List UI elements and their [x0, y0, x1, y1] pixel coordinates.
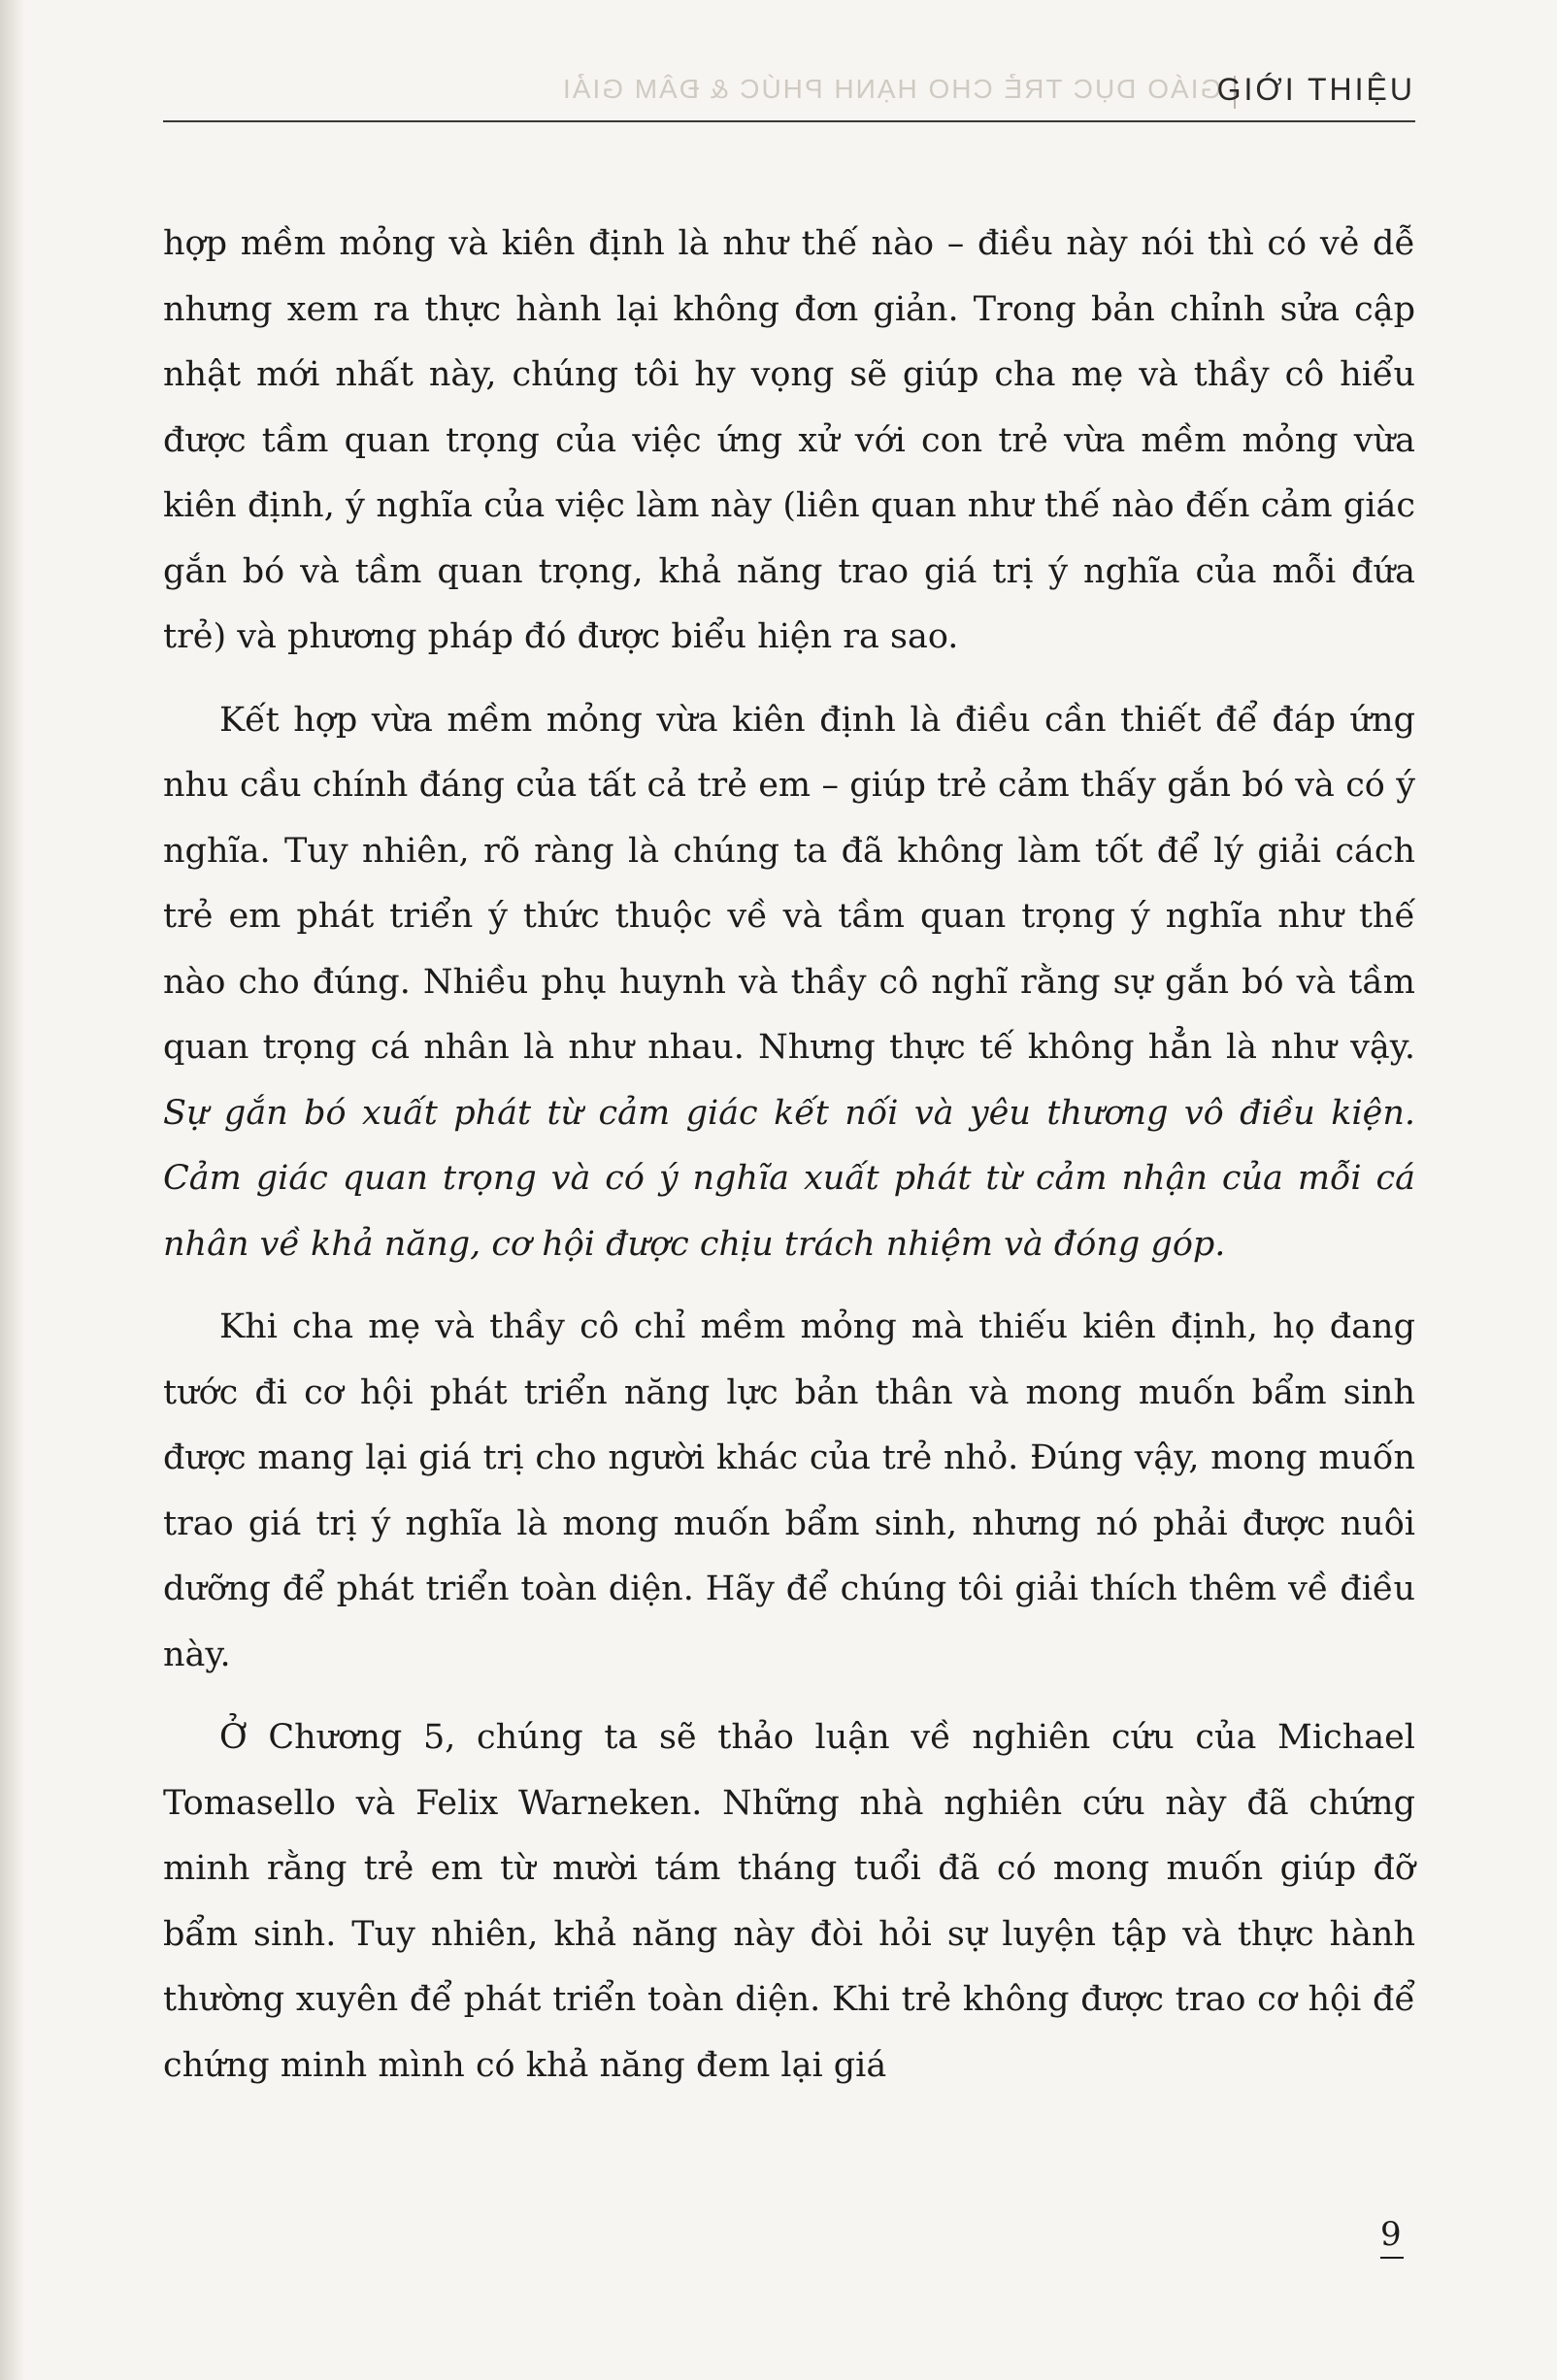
body-text: [163, 212, 1415, 2099]
paragraph-2: [163, 688, 1415, 1278]
section-title: GIỚI THIỆU: [1216, 72, 1415, 107]
page-number-rule: [1380, 2257, 1404, 2259]
header-rule: [163, 120, 1415, 122]
spine-shadow: [0, 0, 25, 2380]
paragraph-1: hợp mềm mỏng và kiên định là như thế nào – điều này nói thì có vẻ dễ nhưng xem ra thực hành lại không đơn giản. Trong bản chỉnh sửa cập nhật mới nhất này, chúng tôi hy vọng sẽ giúp cha mẹ và thầy cô hiểu được tầm quan trọng của việc ứng xử với con trẻ vừa mềm mỏng vừa kiên định, ý nghĩa của việc làm này (liên quan như thế nào đến cảm giác gắn bó và tầm quan trọng, khả năng trao giá trị ý nghĩa của mỗi đứa trẻ) và phương pháp đó được biểu hiện ra sao.: [163, 224, 1415, 656]
paragraph-3: Khi cha mẹ và thầy cô chỉ mềm mỏng mà thiếu kiên định, họ đang tước đi cơ hội phát triển năng lực bản thân và mong muốn bẩm sinh được mang lại giá trị cho người khác của trẻ nhỏ. Đúng vậy, mong muốn trao giá trị ý nghĩa là mong muốn bẩm sinh, nhưng nó phải được nuôi dưỡng để phát triển toàn diện. Hãy để chúng tôi giải thích thêm về điều này.: [163, 1307, 1415, 1674]
paragraph-4: Ở Chương 5, chúng ta sẽ thảo luận về nghiên cứu của Michael Tomasello và Felix Warneken. Những nhà nghiên cứu này đã chứng minh rằng trẻ em từ mười tám tháng tuổi đã có mong muốn giúp đỡ bẩm sinh. Tuy nhiên, khả năng này đòi hỏi sự luyện tập và thực hành thường xuyên để phát triển toàn diện. Khi trẻ không được trao cơ hội để chứng minh mình có khả năng đem lại giá: [163, 1718, 1415, 2085]
paragraph-2-italic: Sự gắn bó xuất phát từ cảm giác kết nối và yêu thương vô điều kiện. Cảm giác quan trọng và có ý nghĩa xuất phát từ cảm nhận của mỗi cá nhân về khả năng, cơ hội được chịu trách nhiệm và đóng góp.: [163, 1093, 1415, 1264]
paragraph-2-text: Kết hợp vừa mềm mỏng vừa kiên định là điều cần thiết để đáp ứng nhu cầu chính đáng của tất cả trẻ em – giúp trẻ cảm thấy gắn bó và có ý nghĩa. Tuy nhiên, rõ ràng là chúng ta đã không làm tốt để lý giải cách trẻ em phát triển ý thức thuộc về và tầm quan trọng ý nghĩa như thế nào cho đúng. Nhiều phụ huynh và thầy cô nghĩ rằng sự gắn bó và tầm quan trọng cá nhân là như nhau. Nhưng thực tế không hẳn là như vậy.: [163, 700, 1415, 1067]
page-number: 9: [1380, 2215, 1402, 2254]
running-header: [163, 68, 1415, 126]
bleed-through-text: GIÁO DỤC TRẺ CHO HẠNH PHÚC & ĐÂM GIẢI: [560, 74, 1221, 104]
